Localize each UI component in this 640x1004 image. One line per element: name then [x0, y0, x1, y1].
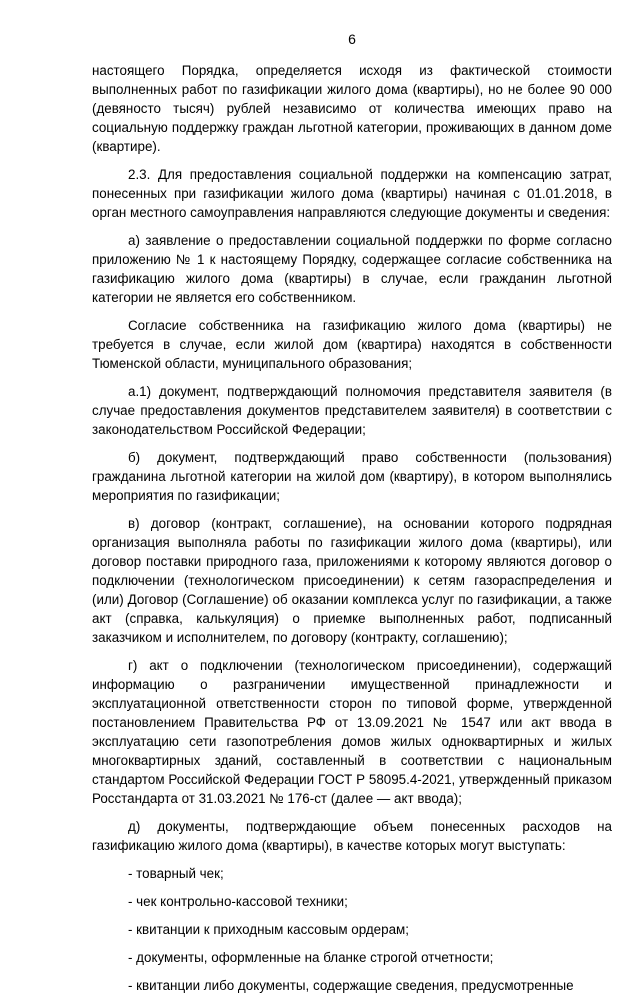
- list-item-cash-register-receipt: - чек контрольно-кассовой техники;: [128, 894, 348, 909]
- paragraph-d-expense-documents: д) документы, подтверждающие объем понесенных расходов на газификацию жилого дома (квартиры), в качестве которых могут выступать:: [92, 819, 612, 853]
- list-item-strict-reporting-forms: - документы, оформленные на бланке строгой отчетности;: [128, 950, 494, 965]
- list-item-sales-receipt: - товарный чек;: [128, 866, 224, 881]
- paragraph-g-connection-act: г) акт о подключении (технологическом присоединении), содержащий информацию о разграничении имущественной принадлежности и эксплуатационной ответственности сторон по типовой форме, утвержденной постановлением Правительства РФ от 13.09.2021 № 1547 или акт ввода в эксплуатацию сети газопотребления домов жилых одноквартирных и жилых многоквартирных зданий, составленный в соответствии с национальным стандартом Российской Федерации ГОСТ Р 58095.4-2021, утвержденный приказом Росстандарта от 31.03.2021 № 176-ст (далее — акт ввода);: [92, 658, 612, 806]
- page-number: 6: [348, 31, 356, 47]
- paragraph-v-contract: в) договор (контракт, соглашение), на основании которого подрядная организация выполняла работы по газификации жилого дома (квартиры), или договор поставки природного газа, приложениями к которому являются договор о подключении (технологическом присоединении) к сетям газораспределения и (или) Договор (Соглашение) об оказании комплекса услуг по газификации, а также акт (справка, калькуляция) о приемке выполненных работ, подписанный заказчиком и исполнителем, по договору (контракту, соглашению);: [92, 516, 612, 645]
- paragraph-cost-limit: настоящего Порядка, определяется исходя из фактической стоимости выполненных работ по газификации жилого дома (квартиры), но не более 90 000 (девяносто тысяч) рублей независимо от количества имеющих право на социальную поддержку граждан льготной категории, проживающих в данном доме (квартире).: [92, 63, 612, 154]
- paragraph-owner-consent: Согласие собственника на газификацию жилого дома (квартиры) не требуется в случае, если жилой дом (квартира) находятся в собственности Тюменской области, муниципального образования;: [92, 318, 612, 371]
- document-page: [92, 30, 612, 1004]
- list-item-receipts-or-documents: - квитанции либо документы, содержащие сведения, предусмотренные: [128, 978, 574, 993]
- paragraph-b-ownership: б) документ, подтверждающий право собственности (пользования) гражданина льготной категории на жилой дом (квартиру), в котором выполнялись мероприятия по газификации;: [92, 450, 612, 503]
- paragraph-a-application: а) заявление о предоставлении социальной поддержки по форме согласно приложению № 1 к настоящему Порядку, содержащее согласие собственника на газификацию жилого дома (квартиры) в случае, если гражданин льготной категории не является его собственником.: [92, 233, 612, 305]
- paragraph-2-3: 2.3. Для предоставления социальной поддержки на компенсацию затрат, понесенных при газификации жилого дома (квартиры) начиная с 01.01.2018, в орган местного самоуправления направляются следующие документы и сведения:: [92, 167, 612, 220]
- list-item-cash-order-receipts: - квитанции к приходным кассовым ордерам;: [128, 922, 409, 937]
- paragraph-a1-representative: а.1) документ, подтверждающий полномочия представителя заявителя (в случае предоставления документов представителем заявителя) в соответствии с законодательством Российской Федерации;: [92, 384, 612, 437]
